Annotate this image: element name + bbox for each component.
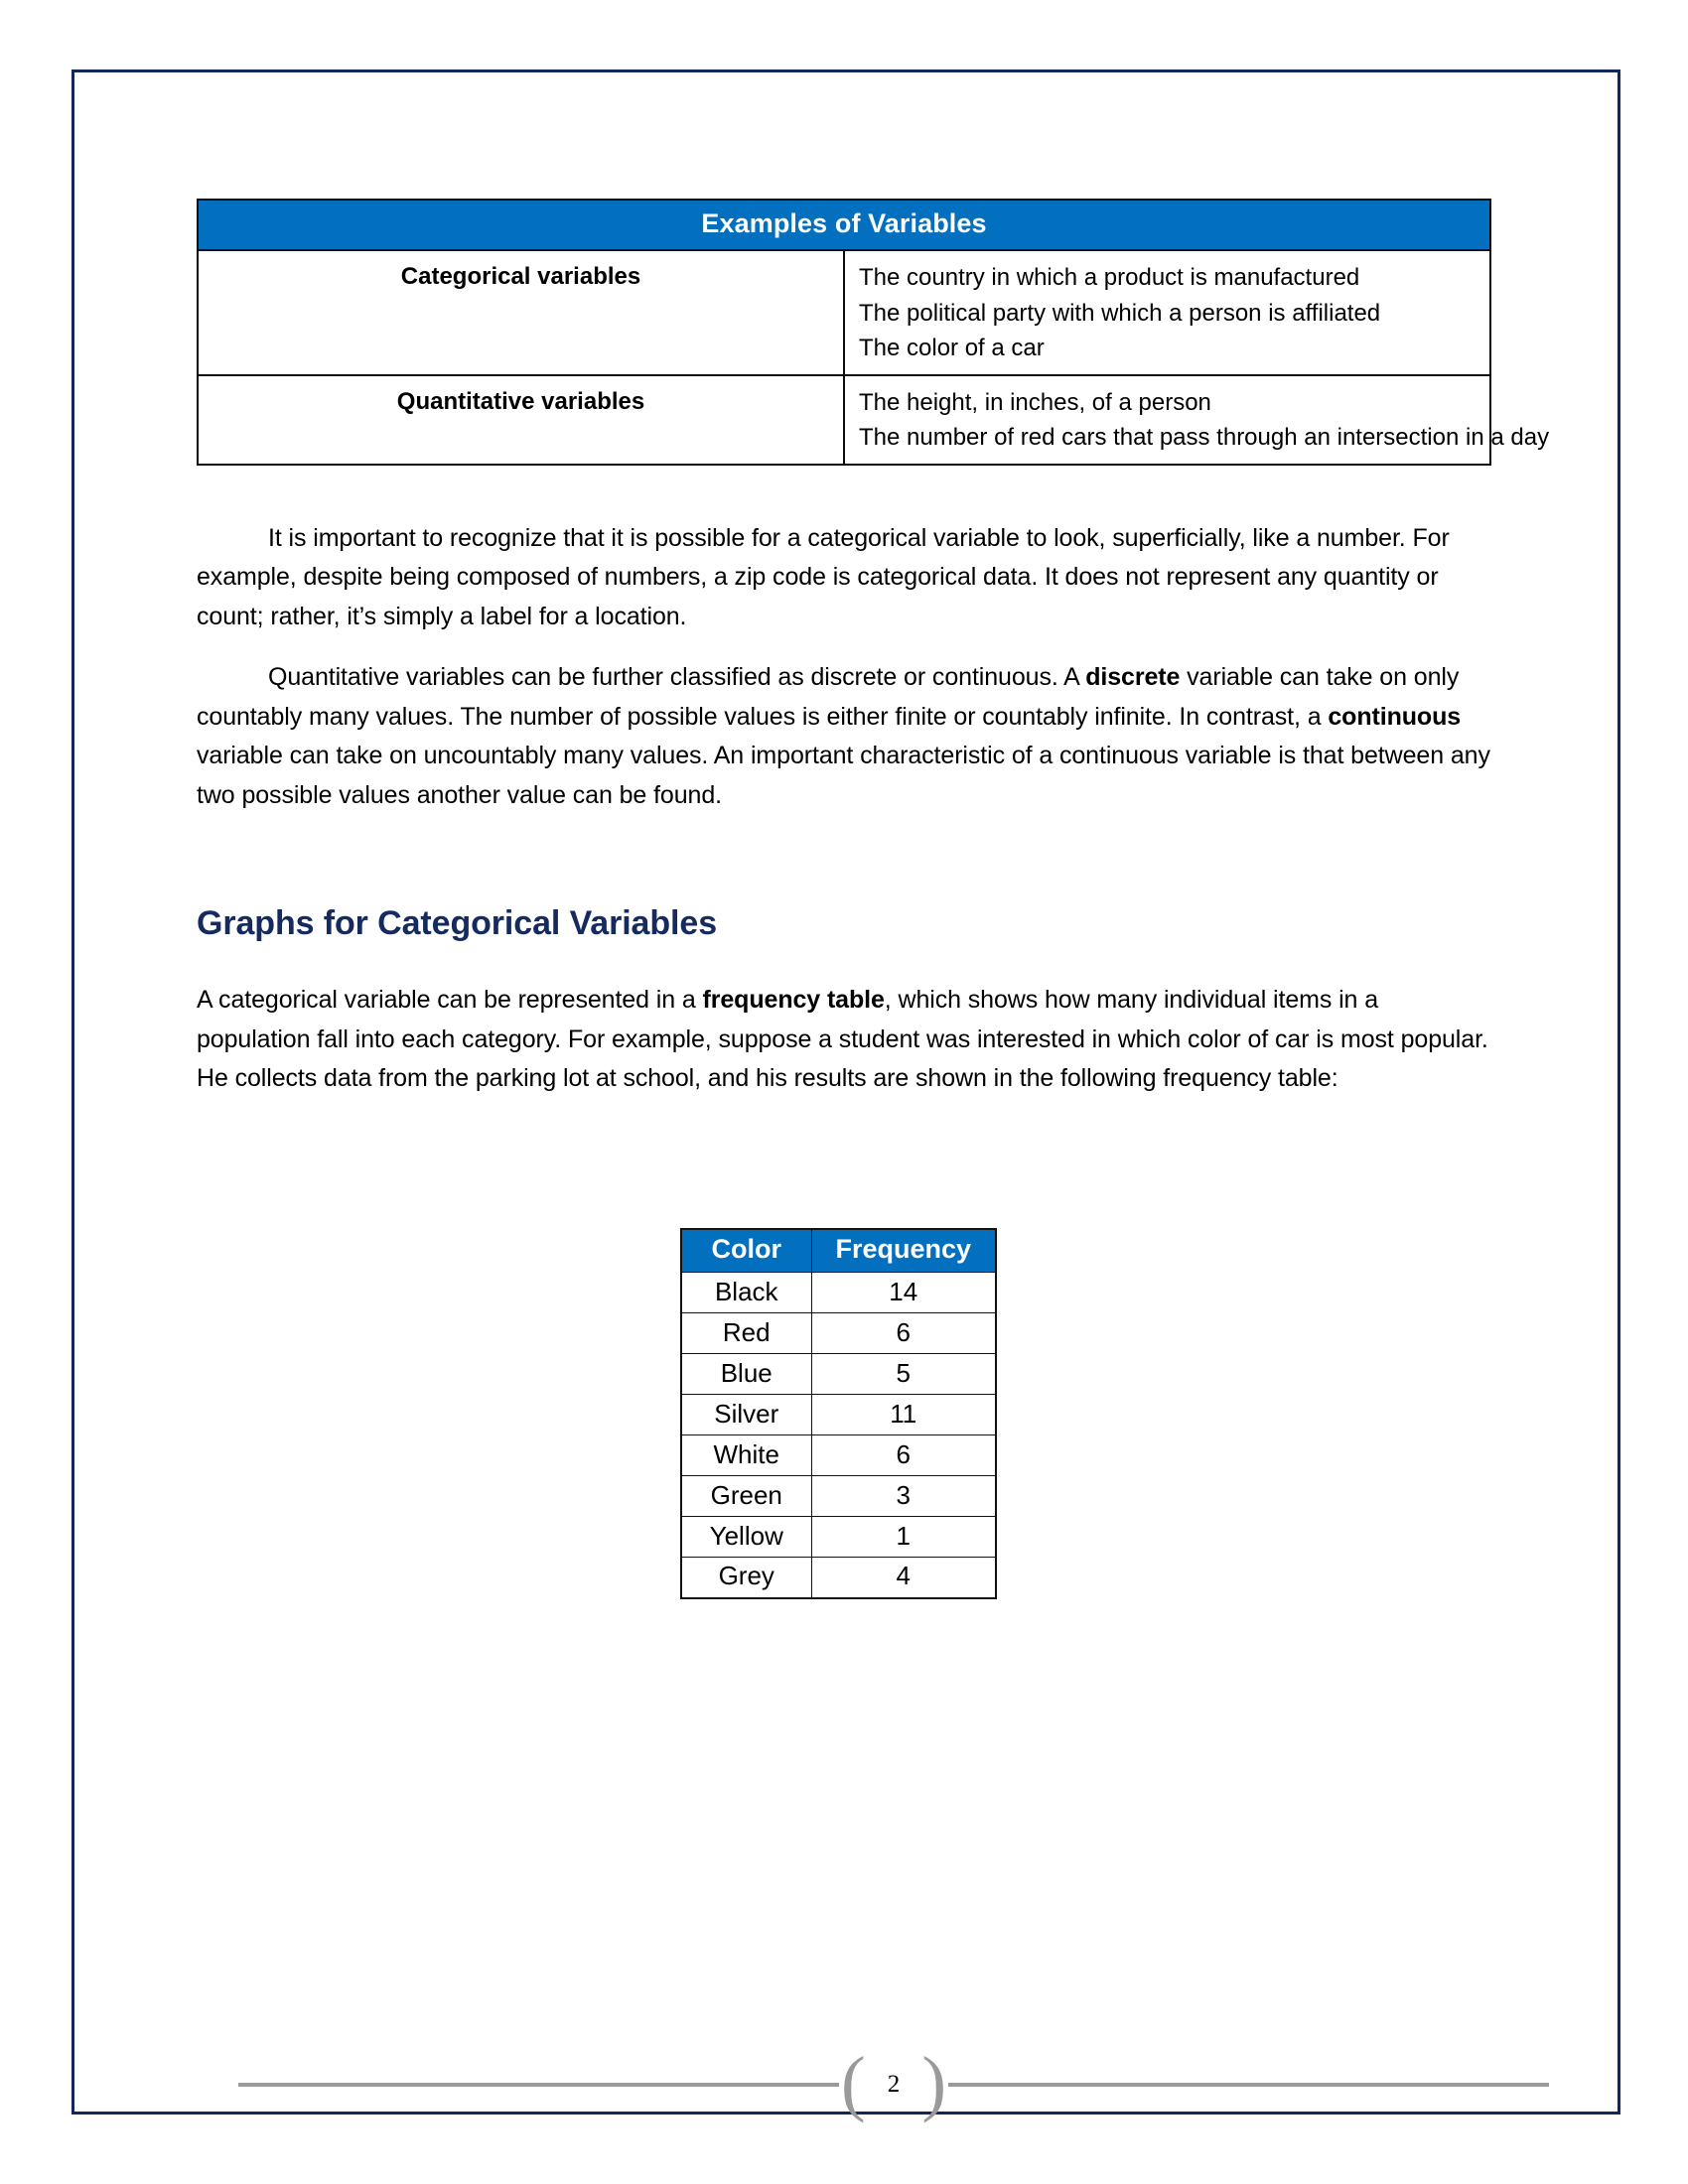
page-footer <box>238 2042 1549 2124</box>
column-header-frequency: Frequency <box>811 1229 996 1273</box>
table-row <box>681 1476 996 1517</box>
right-parenthesis-ornament: ) <box>921 2042 946 2124</box>
spacer <box>197 815 1493 904</box>
paragraph-text-part: variable can take on only countably many values. The number of possible values is either finite or countably infinite. In contrast, a <box>197 663 1460 731</box>
paragraph-text: It is important to recognize that it is possible for a categorical variable to look, superficially, like a number. For example, despite being composed of numbers, a zip code is categorical data. It does not represent any quantity or count; rather, it’s simply a label for a location. <box>197 523 1450 630</box>
cell-color: White <box>681 1435 811 1476</box>
table-row <box>681 1354 996 1395</box>
cell-color: Silver <box>681 1395 811 1435</box>
list-item: The political party with which a person is affiliated <box>859 299 1381 327</box>
table-header-row <box>198 200 1490 250</box>
table-row <box>681 1558 996 1598</box>
page-title: Graphs for Categorical Variables <box>197 904 717 943</box>
cell-color: Green <box>681 1476 811 1517</box>
spacer <box>197 636 1493 658</box>
emphasis-continuous: continuous <box>1328 702 1462 731</box>
list-item: The color of a car <box>859 335 1045 362</box>
table-row <box>681 1395 996 1435</box>
examples-of-variables-table <box>197 199 1550 466</box>
paragraph-categorical-lookalike <box>197 519 1493 637</box>
column-header-color: Color <box>681 1229 811 1273</box>
paragraph-text-part: , which shows how many individual items in a population fall into each category. For example, suppose a student was interested in which color of car is most popular. He collects data from the parking lot at school, and his results are shown in the following frequency table: <box>197 986 1488 1093</box>
categorical-variables-examples <box>844 250 1490 375</box>
cell-frequency: 1 <box>811 1517 996 1558</box>
table-row <box>681 1313 996 1354</box>
spacer <box>197 1099 1493 1228</box>
quantitative-variables-examples <box>844 375 1550 465</box>
paragraph-text-part: variable can take on uncountably many values. An important characteristic of a continuous variable is that between any two possible values another value can be found. <box>197 742 1490 809</box>
page-number-badge <box>839 2042 948 2124</box>
left-parenthesis-ornament: ( <box>841 2042 866 2124</box>
frequency-table <box>680 1228 997 1599</box>
table-row <box>198 250 1490 375</box>
footer-rule-left <box>238 2083 839 2087</box>
emphasis-frequency-table: frequency table <box>702 986 885 1015</box>
list-item: The number of red cars that pass through an intersection in a day <box>859 424 1550 452</box>
spacer <box>197 466 1493 519</box>
table-header-row <box>681 1229 996 1273</box>
paragraph-frequency-table-intro <box>197 981 1493 1099</box>
list-item: The height, in inches, of a person <box>859 388 1211 416</box>
spacer <box>197 943 1493 981</box>
paragraph-text-part: A categorical variable can be represented in a <box>197 986 703 1015</box>
cell-color: Red <box>681 1313 811 1354</box>
cell-frequency: 11 <box>811 1395 996 1435</box>
table-row <box>681 1435 996 1476</box>
cell-frequency: 6 <box>811 1313 996 1354</box>
frequency-table-container <box>197 1228 1493 1599</box>
paragraph-text-part: Quantitative variables can be further classified as discrete or continuous. A <box>268 663 1086 692</box>
examples-table-title: Examples of Variables <box>198 200 1490 250</box>
page-content <box>197 199 1550 1599</box>
cell-frequency: 4 <box>811 1558 996 1598</box>
list-item: The country in which a product is manufactured <box>859 264 1360 291</box>
cell-frequency: 6 <box>811 1435 996 1476</box>
table-row <box>681 1273 996 1313</box>
cell-color: Yellow <box>681 1517 811 1558</box>
page-number: 2 <box>887 2071 901 2098</box>
emphasis-discrete: discrete <box>1085 663 1181 692</box>
cell-color: Grey <box>681 1558 811 1598</box>
table-row <box>681 1517 996 1558</box>
footer-rule-right <box>948 2083 1549 2087</box>
cell-color: Blue <box>681 1354 811 1395</box>
categorical-variables-label: Categorical variables <box>198 250 844 375</box>
quantitative-variables-label: Quantitative variables <box>198 375 844 465</box>
cell-frequency: 5 <box>811 1354 996 1395</box>
cell-frequency: 14 <box>811 1273 996 1313</box>
table-row <box>198 375 1490 465</box>
paragraph-discrete-continuous <box>197 658 1493 815</box>
cell-frequency: 3 <box>811 1476 996 1517</box>
cell-color: Black <box>681 1273 811 1313</box>
